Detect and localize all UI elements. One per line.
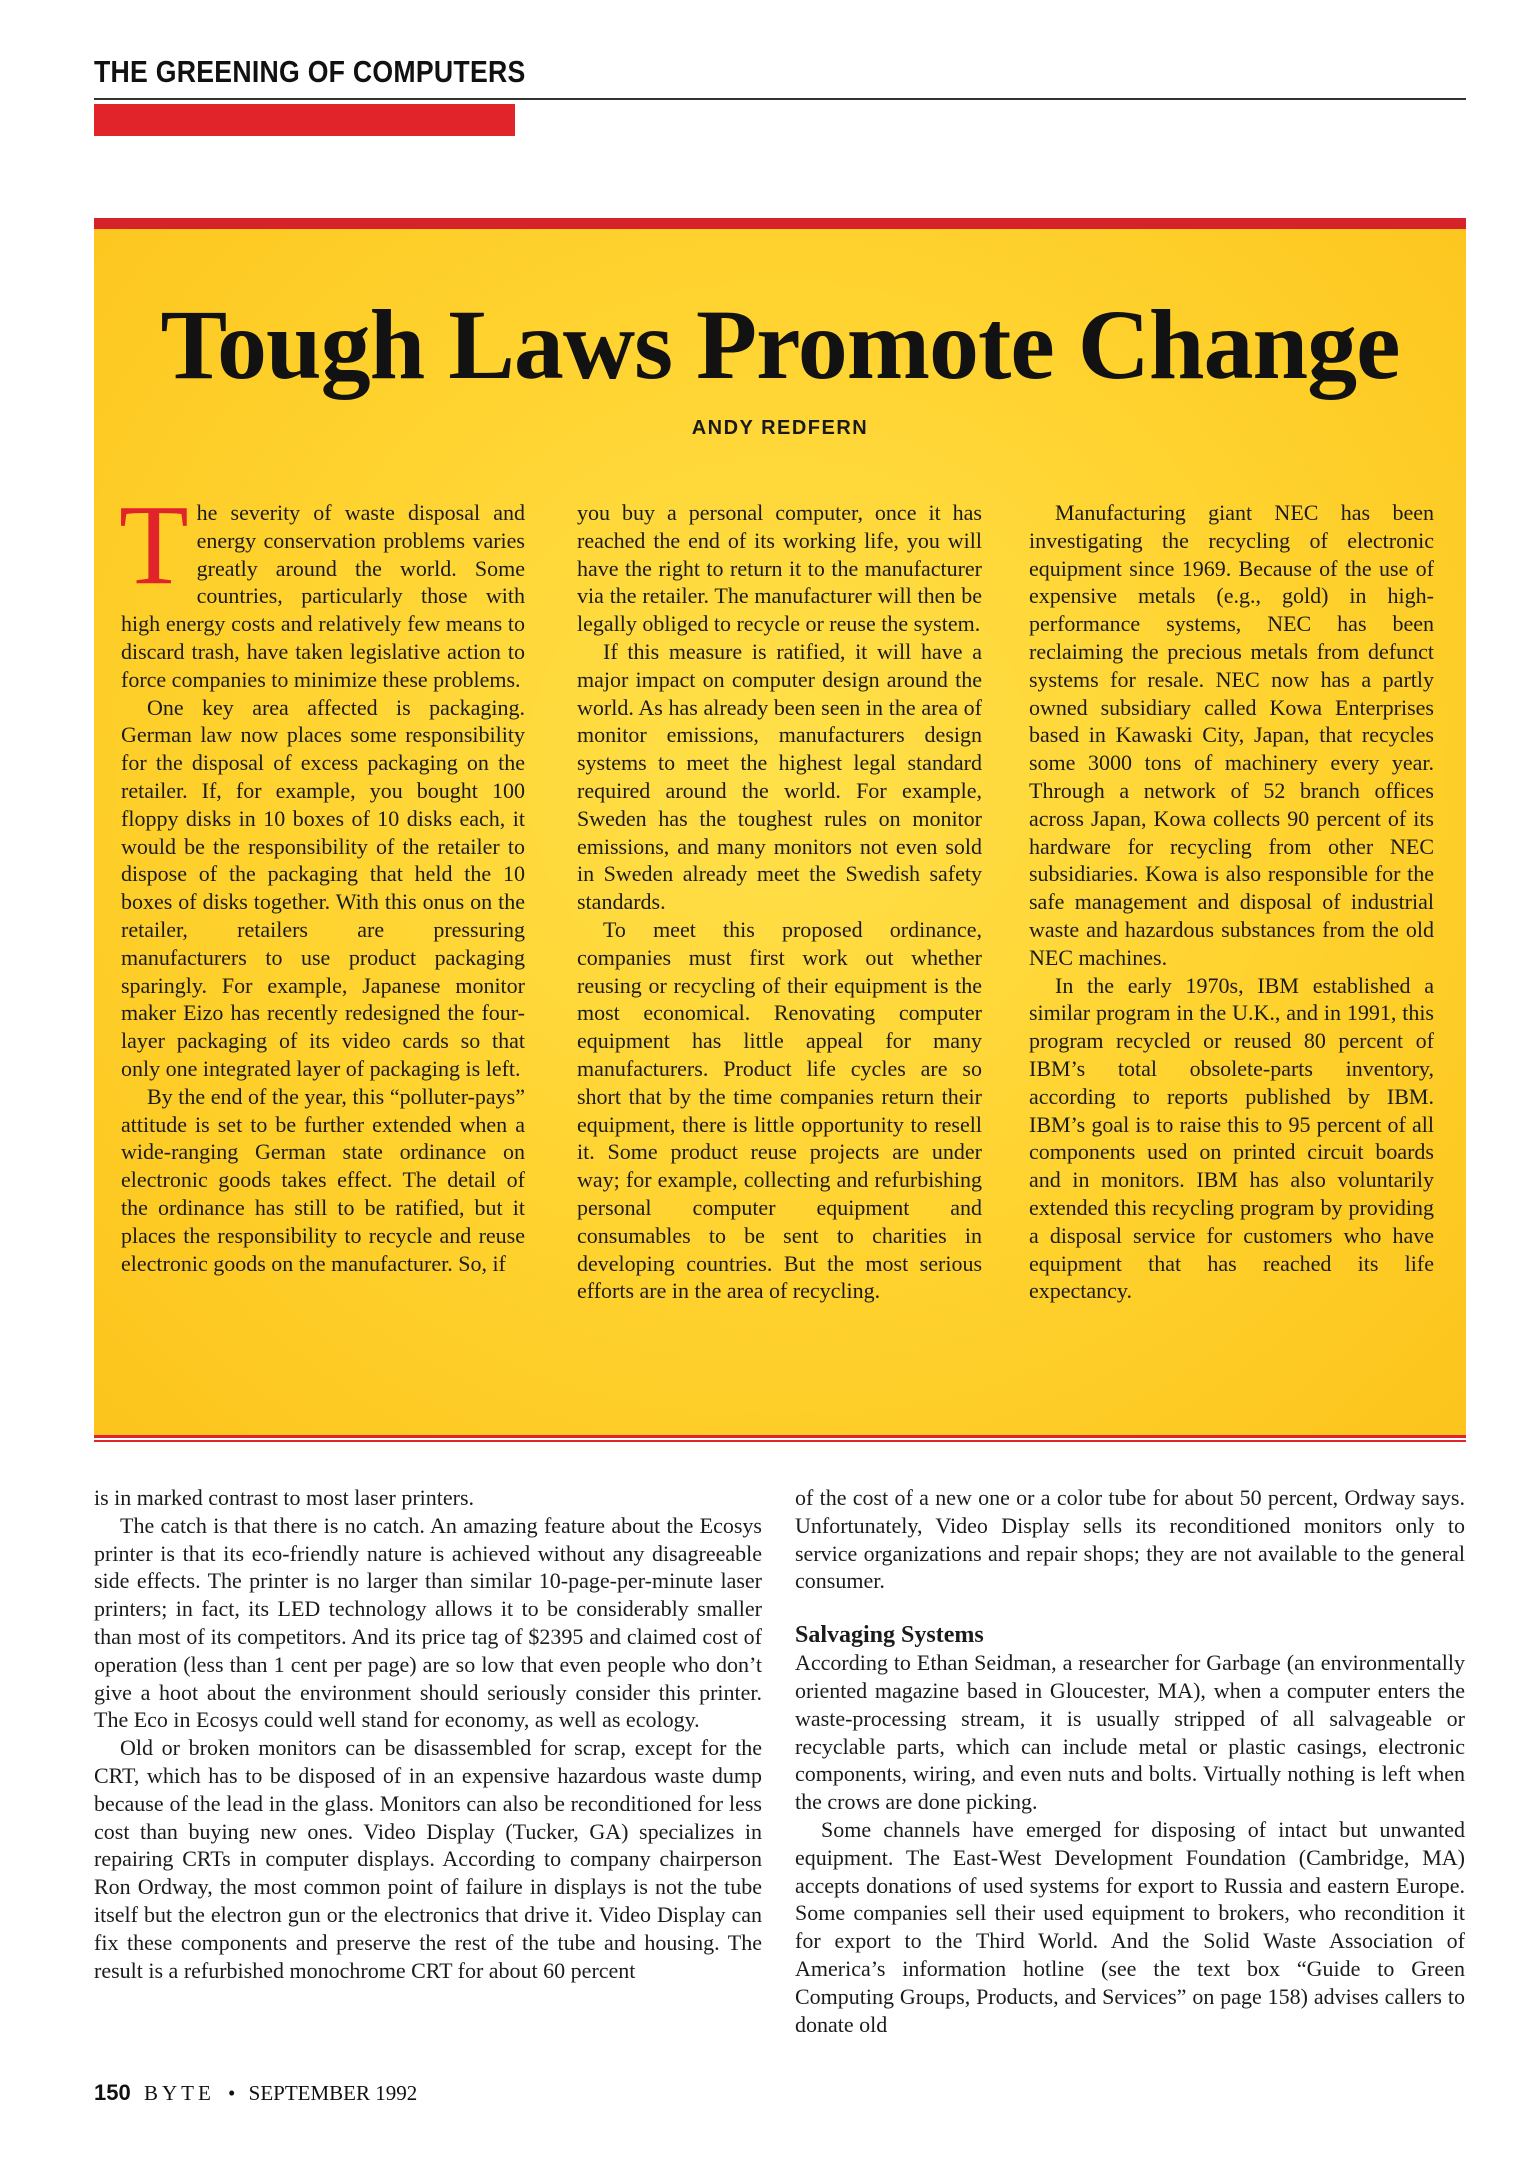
sidebar-paragraph: The severity of waste disposal and energy conservation problems varies greatly around the world. Some countries, particularly those with high energy costs and relatively few means to discard trash, have taken legislative action to force companies to minimize these problems. — [119, 481, 525, 692]
sidebar-paragraph: By the end of the year, this “polluter-pays” attitude is set to be further extended when a wide-ranging German state ordinance on electronic goods takes effect. The detail of the ordinance has still to be ratified, but it places the responsibility to recycle and reuse electronic goods on the manufacturer. So, if — [121, 1083, 525, 1276]
issue-date: SEPTEMBER 1992 — [248, 2081, 418, 2105]
sidebar-bottom-rule — [94, 1435, 1466, 1438]
body-paragraph: According to Ethan Seidman, a researcher for Garbage (an environmentally oriented magazine based in Gloucester, MA), when a computer enters the waste-processing stream, it is usually stripped of all salvageable or recyclable parts, which can include metal or plastic casings, electronic components, wiring, and even nuts and bolts. Virtually nothing is left when the crows are done picking. — [795, 1650, 1465, 1815]
sidebar-headline: Tough Laws Promote Change — [160, 289, 1400, 400]
sidebar-byline: ANDY REDFERN — [691, 417, 869, 439]
body-column-1 — [94, 1484, 762, 1984]
dropcap: T — [119, 481, 189, 608]
sidebar-box — [94, 229, 1466, 1435]
sidebar-column-1 — [119, 481, 525, 1277]
section-rule — [94, 98, 1466, 100]
sidebar-top-rule — [94, 218, 1466, 229]
body-paragraph: is in marked contrast to most laser printers. — [94, 1485, 475, 1510]
section-title: THE GREENING OF COMPUTERS — [94, 54, 526, 89]
subhead: Salvaging Systems — [795, 1622, 984, 1649]
body-column-2 — [795, 1484, 1465, 2038]
body-paragraph: Some channels have emerged for disposing of intact but unwanted equipment. The East-West Development Foundation (Cambridge, MA) accepts donations of used systems for export to Russia and eastern Europe. Some companies sell their used equipment to brokers, who recondition it for export to the Third World. And the Solid Waste Association of America’s information hotline (see the text box “Guide to Green Computing Groups, Products, and Services” on page 158) advises callers to donate old — [795, 1816, 1465, 2037]
section-accent-bar — [94, 104, 515, 136]
sidebar-paragraph: In the early 1970s, IBM established a similar program in the U.K., and in 1991, this program recycled or reused 80 percent of IBM’s total obsolete-parts inventory, according to reports published by IBM. IBM’s goal is to raise this to 95 percent of all components used on printed circuit boards and in monitors. IBM has also voluntarily extended this recycling program by providing a disposal service for customers who have equipment that has reached its life expectancy. — [1029, 972, 1434, 1304]
page-footer — [94, 2080, 417, 2106]
sidebar-paragraph: One key area affected is packaging. German law now places some responsibility for the disposal of excess packaging on the retailer. If, for example, you bought 100 floppy disks in 10 boxes of 10 disks each, it would be the responsibility of the retailer to dispose of the packaging that held the 10 boxes of disks together. With this onus on the retailer, retailers are pressuring manufacturers to use product packaging sparingly. For example, Japanese monitor maker Eizo has recently redesigned the four-layer packaging of its video cards so that only one integrated layer of packaging is left. — [121, 694, 525, 1081]
sidebar-paragraph: Manufacturing giant NEC has been investigating the recycling of electronic equipment since 1969. Because of the use of expensive metals (e.g., gold) in high-performance systems, NEC has been reclaiming the precious metals from defunct systems for resale. NEC now has a partly owned subsidiary called Kowa Enterprises based in Kawaski City, Japan, that recycles some 3000 tons of machinery every year. Through a network of 52 branch offices across Japan, Kowa collects 90 percent of its hardware for recycling from other NEC subsidiaries. Kowa is also responsible for the safe management and disposal of industrial waste and hazardous substances from the old NEC machines. — [1029, 500, 1434, 970]
body-paragraph: of the cost of a new one or a color tube for about 50 percent, Ordway says. Unfortunately, Video Display sells its reconditioned monitors only to service organizations and repair shops; they are not available to the general consumer. — [795, 1485, 1465, 1594]
sidebar-column-2 — [577, 499, 982, 1305]
body-paragraph: Old or broken monitors can be disassembled for scrap, except for the CRT, which has to be disposed of in an expensive hazardous waste dump because of the lead in the glass. Monitors can also be reconditioned for less cost than buying new ones. Video Display (Tucker, GA) specializes in repairing CRTs in computer displays. According to company chairperson Ron Ordway, the most common point of failure in displays is not the tube itself but the electron gun or the electronics that drive it. Video Display can fix these components and preserve the rest of the tube and housing. The result is a refurbished monochrome CRT for about 60 percent — [94, 1735, 762, 1983]
page-number: 150 — [94, 2080, 131, 2105]
sidebar-column-3 — [1029, 499, 1434, 1305]
sidebar-paragraph: you buy a personal computer, once it has reached the end of its working life, you will have the right to return it to the manufacturer via the retailer. The manufacturer will then be legally obliged to recycle or reuse the system. — [577, 500, 982, 637]
footer-separator: • — [228, 2081, 236, 2105]
sidebar-paragraph: To meet this proposed ordinance, companies must first work out whether reusing or recycling of their equipment is the most economical. Renovating computer equipment has little appeal for many manufacturers. Product life cycles are so short that by the time companies return their equipment, there is little opportunity to resell it. Some product reuse projects are under way; for example, collecting and refurbishing personal computer equipment and consumables to be sent to charities in developing countries. But the most serious efforts are in the area of recycling. — [577, 916, 982, 1304]
sidebar-paragraph: If this measure is ratified, it will have a major impact on computer design around the world. As has already been seen in the area of monitor emissions, manufacturers design systems to meet the highest legal standard required around the world. For example, Sweden has the toughest rules on monitor emissions, and many monitors not even sold in Sweden already meet the Swedish safety standards. — [577, 638, 982, 915]
body-paragraph: The catch is that there is no catch. An amazing feature about the Ecosys printer is that its eco-friendly nature is achieved without any disagreeable side effects. The printer is no larger than similar 10-page-per-minute laser printers; in fact, its LED technology allows it to be considerably smaller than most of its competitors. And its price tag of $2395 and claimed cost of operation (less than 1 cent per page) are so low that even people who don’t give a hoot about the environment should seriously consider this printer. The Eco in Ecosys could well stand for economy, as well as ecology. — [94, 1512, 762, 1733]
sidebar-bottom-rule — [94, 1440, 1466, 1442]
magazine-name: BYTE — [143, 2081, 215, 2105]
